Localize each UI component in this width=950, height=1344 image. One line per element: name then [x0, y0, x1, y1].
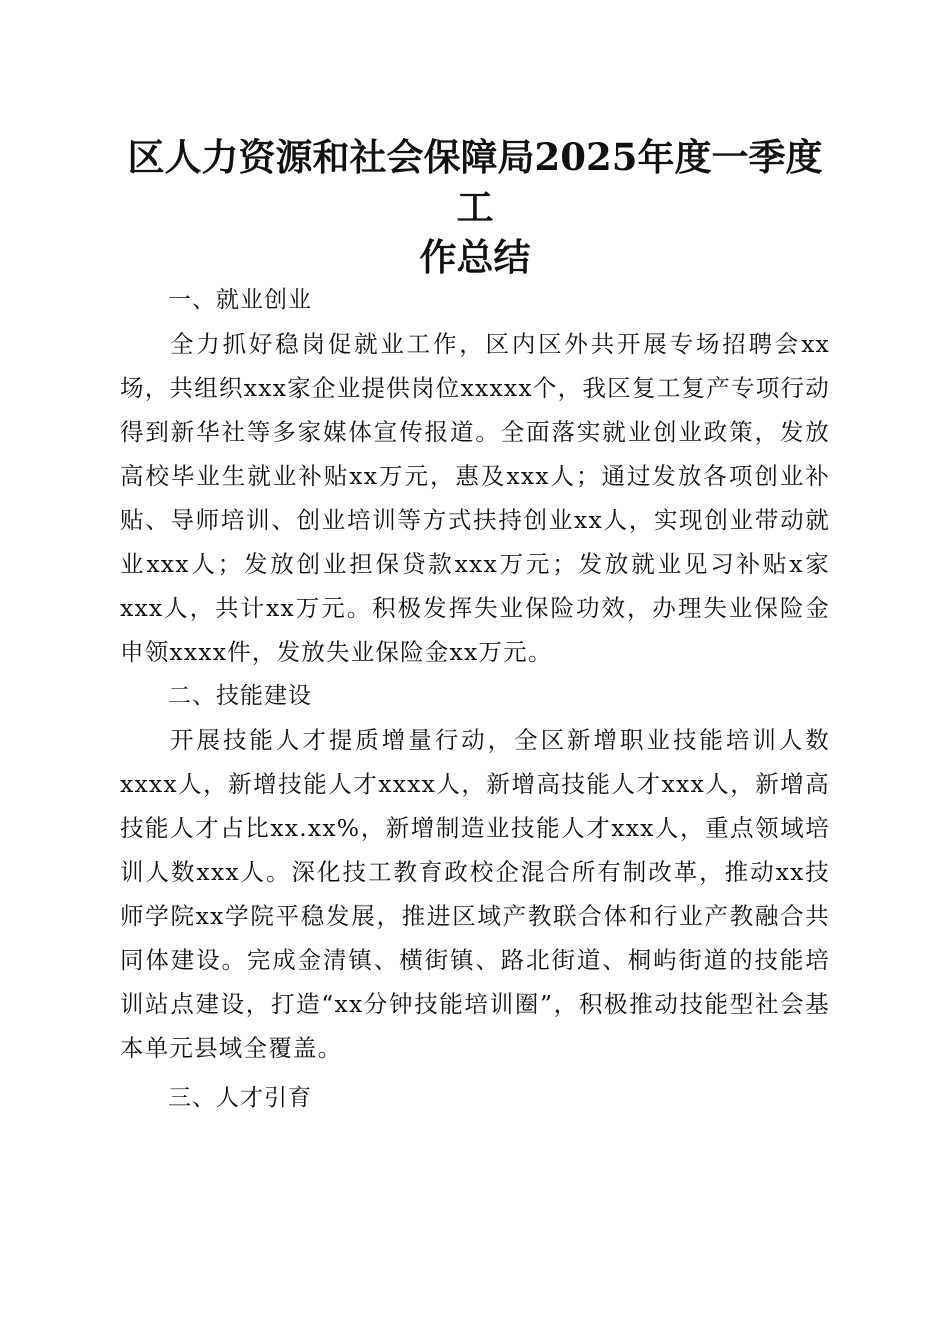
section-paragraph-skills: 开展技能人才提质增量行动，全区新增职业技能培训人数xxxx人，新增技能人才xxxx人，新增高技能人才xxx人，新增高技能人才占比xx.xx%，新增制造业技能人才xxx人，重点领域培训人数xxx人。深化技工教育政校企混合所有制改革，推动xx技师学院xx学院平稳发展，推进区域产教联合体和行业产教融合共同体建设。完成金清镇、横街镇、路北街道、桐屿街道的技能培训站点建设，打造“xx分钟技能培训圈”，积极推动技能型社会基本单元县域全覆盖。: [120, 726, 830, 1062]
section-paragraph-employment: 全力抓好稳岗促就业工作，区内区外共开展专场招聘会xx场，共组织xxx家企业提供岗位xxxxx个，我区复工复产专项行动得到新华社等多家媒体宣传报道。全面落实就业创业政策，发放高校毕业生就业补贴xx万元，惠及xxx人；通过发放各项创业补贴、导师培训、创业培训等方式扶持创业xx人，实现创业带动就业xxx人；发放创业担保贷款xxx万元；发放就业见习补贴x家xxx人，共计xx万元。积极发挥失业保险功效，办理失业保险金申领xxxx件，发放失业保险金xx万元。: [120, 330, 830, 666]
title-line-1: 区人力资源和社会保障局2025年度一季度工: [127, 135, 823, 229]
title-line-2: 作总结: [419, 235, 531, 279]
document-body: [120, 278, 830, 1120]
section-heading-talent: 三、人才引育: [168, 1085, 312, 1111]
section-heading-skills: 二、技能建设: [168, 683, 312, 709]
document-title: [120, 132, 830, 282]
section-heading-employment: 一、就业创业: [168, 287, 312, 313]
